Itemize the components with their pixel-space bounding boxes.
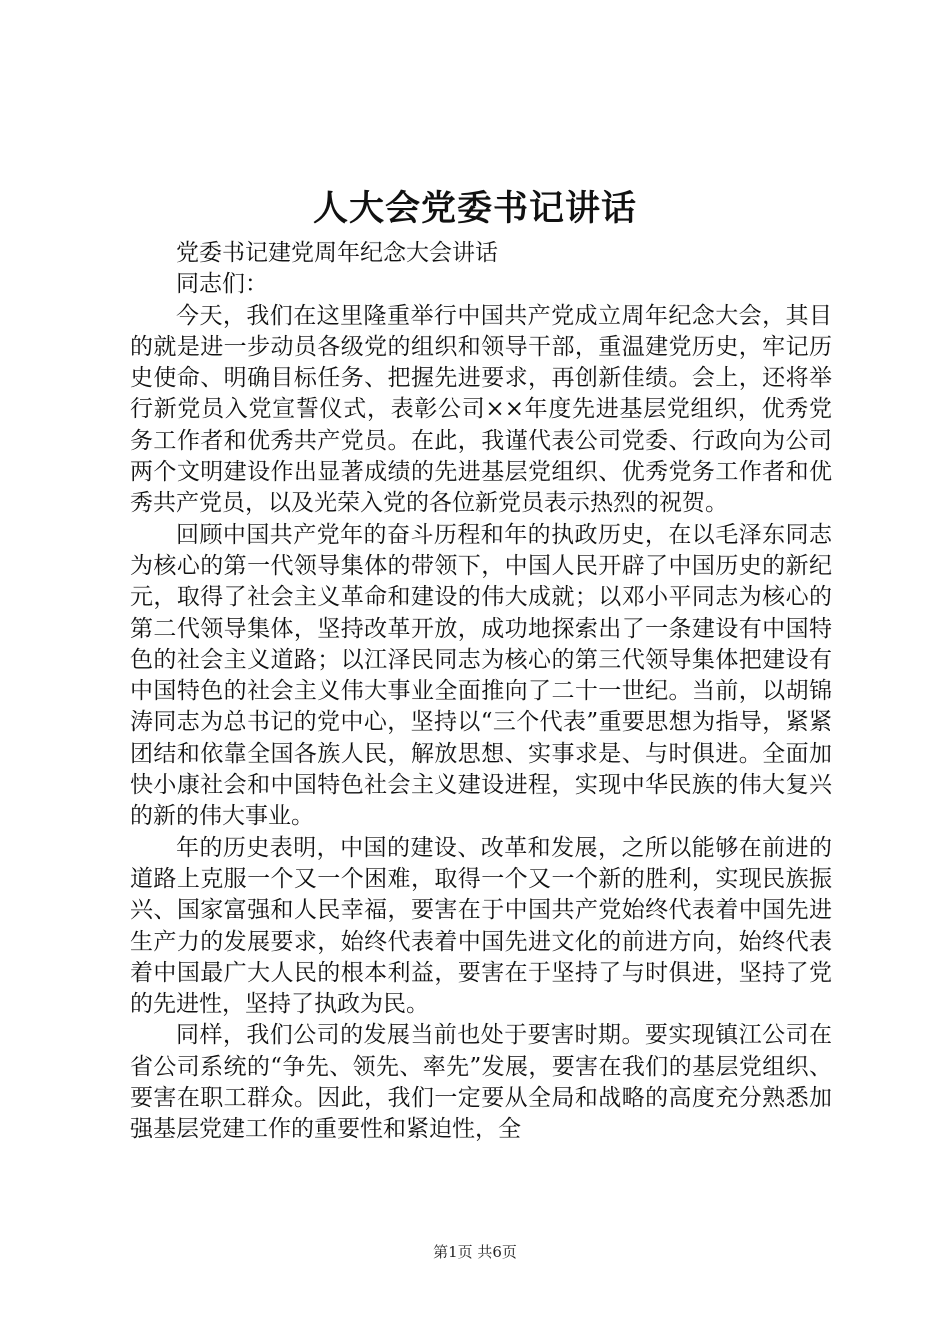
page-number-footer: 第1页 共6页 (433, 1243, 517, 1261)
document-title: 人大会党委书记讲话 (312, 188, 637, 229)
body-paragraph-4: 同样，我们公司的发展当前也处于要害时期。要实现镇江公司在省公司系统的“争先、领先、率先”发展，要害在我们的基层党组织、要害在职工群众。因此，我们一定要从全局和战略的高度充分熟悉加强基层党建工作的重要性和紧迫性，全 (130, 1022, 832, 1143)
salutation: 同志们： (176, 271, 268, 298)
body-paragraph-2: 回顾中国共产党年的奋斗历程和年的执政历史，在以毛泽东同志为核心的第一代领导集体的带领下，中国人民开辟了中国历史的新纪元，取得了社会主义革命和建设的伟大成就；以邓小平同志为核心的第二代领导集体，坚持改革开放，成功地探索出了一条建设有中国特色的社会主义道路；以江泽民同志为核心的第三代领导集体把建设有中国特色的社会主义伟大事业全面推向了二十一世纪。当前，以胡锦涛同志为总书记的党中心，坚持以“三个代表”重要思想为指导，紧紧团结和依靠全国各族人民，解放思想、实事求是、与时俱进。全面加快小康社会和中国特色社会主义建设进程，实现中华民族的伟大复兴的新的伟大事业。 (130, 521, 832, 830)
body-paragraph-3: 年的历史表明，中国的建设、改革和发展，之所以能够在前进的道路上克服一个又一个困难，取得一个又一个新的胜利，实现民族振兴、国家富强和人民幸福，要害在于中国共产党始终代表着中国先进生产力的发展要求，始终代表着中国先进文化的前进方向，始终代表着中国最广大人民的根本利益，要害在于坚持了与时俱进，坚持了党的先进性，坚持了执政为民。 (130, 834, 832, 1018)
speech-subtitle: 党委书记建党周年纪念大会讲话 (176, 240, 498, 266)
body-paragraph-1: 今天，我们在这里隆重举行中国共产党成立周年纪念大会，其目的就是进一步动员各级党的组织和领导干部，重温建党历史，牢记历史使命、明确目标任务、把握先进要求，再创新佳绩。会上，还将举行新党员入党宣誓仪式，表彰公司××年度先进基层党组织，优秀党务工作者和优秀共产党员。在此，我谨代表公司党委、行政向为公司两个文明建设作出显著成绩的先进基层党组织、优秀党务工作者和优秀共产党员，以及光荣入党的各位新党员表示热烈的祝贺。 (130, 302, 832, 517)
document-body (130, 238, 832, 1146)
